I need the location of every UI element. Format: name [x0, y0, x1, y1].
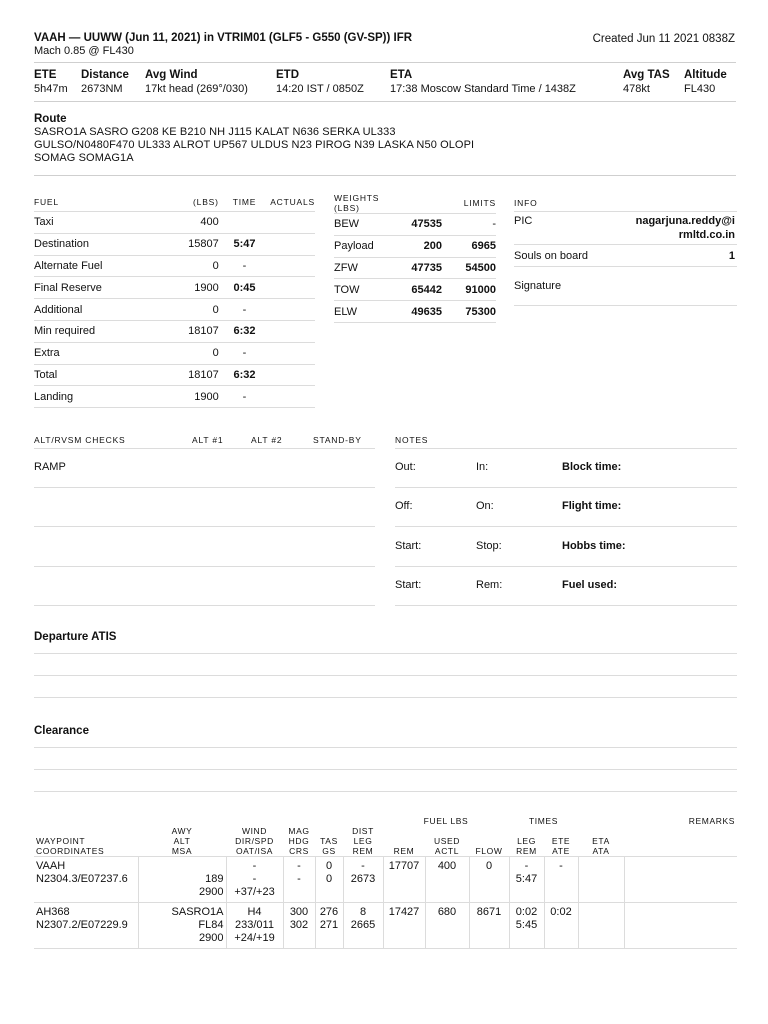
- hobbs-time-label: Hobbs time:: [562, 540, 626, 552]
- fuel-actual: [270, 320, 315, 342]
- fuel-lbs: 18107: [139, 320, 218, 342]
- route-line: SASRO1A SASRO G208 KE B210 NH J115 KALAT N636 SERKA UL333: [34, 126, 396, 138]
- eta-cell: [578, 857, 624, 903]
- fuel-label: Alternate Fuel: [34, 255, 139, 277]
- awy-header: AWY ALT MSA: [138, 826, 226, 857]
- ete-label: ETE: [34, 69, 57, 81]
- fuel-lbs: 15807: [139, 233, 218, 255]
- fuel-header: FUEL: [34, 193, 139, 212]
- mag-cell: - -: [283, 857, 315, 903]
- fuel-actual: [270, 212, 315, 234]
- avg-wind-value: 17kt head (269°/030): [145, 83, 248, 95]
- time-header: TIME: [219, 193, 270, 212]
- remarks-col-header: [624, 826, 737, 857]
- remarks-header: REMARKS: [688, 816, 735, 826]
- writing-line: [34, 697, 737, 698]
- tas-header: TAS GS: [315, 826, 343, 857]
- weight-limit: -: [442, 214, 496, 236]
- fuel-label: Final Reserve: [34, 277, 139, 299]
- waypoint-header: WAYPOINT COORDINATES: [34, 826, 138, 857]
- waypoint-cell: AH368 N2307.2/E07229.9: [34, 903, 138, 949]
- writing-line: [34, 675, 737, 676]
- wind-cell: - - +37/+23: [226, 857, 283, 903]
- divider: [395, 566, 737, 567]
- fuel-lbs: 0: [139, 299, 218, 321]
- fuel-lbs: 400: [139, 212, 218, 234]
- divider: [34, 101, 736, 102]
- fuel-lbs: 18107: [139, 364, 218, 386]
- divider: [34, 175, 736, 176]
- writing-line: [34, 747, 737, 748]
- weights-row: [334, 279, 496, 301]
- fuel-row: [34, 233, 315, 255]
- weights-table: [334, 193, 496, 323]
- fuel-label: Total: [34, 364, 139, 386]
- block-time-label: Block time:: [562, 461, 622, 473]
- fuel-lbs: 0: [139, 255, 218, 277]
- rem-cell: 17427: [383, 903, 425, 949]
- off-label: Off:: [395, 500, 413, 512]
- fuel-time: 6:32: [219, 320, 270, 342]
- fuel-label: Additional: [34, 299, 139, 321]
- fuel-time: 6:32: [219, 364, 270, 386]
- fuel-row: [34, 277, 315, 299]
- waypoint-row: [34, 903, 737, 949]
- weight-label: ELW: [334, 301, 396, 323]
- fuel-time: 0:45: [219, 277, 270, 299]
- dist-cell: 8 2665: [343, 903, 383, 949]
- fuel-time: [219, 212, 270, 234]
- fuel-lbs: 1900: [139, 277, 218, 299]
- leg-cell: 0:02 5:45: [509, 903, 544, 949]
- fuel-row: [34, 386, 315, 408]
- ete-header: ETE ATE: [544, 826, 578, 857]
- waypoint-row: [34, 857, 737, 903]
- eta-cell: [578, 903, 624, 949]
- check-row-line: [34, 526, 375, 527]
- wind-header: WIND DIR/SPD OAT/ISA: [226, 826, 283, 857]
- fuel-label: Destination: [34, 233, 139, 255]
- check-row-line: [34, 566, 375, 567]
- weight-label: ZFW: [334, 257, 396, 279]
- flow-cell: 0: [469, 857, 509, 903]
- dist-header: DIST LEG REM: [343, 826, 383, 857]
- start-label: Start:: [395, 540, 422, 552]
- divider: [514, 211, 737, 212]
- leg-header: LEG REM: [509, 826, 544, 857]
- weight-value: 49635: [396, 301, 442, 323]
- distance-value: 2673NM: [81, 83, 123, 95]
- plan-title: VAAH — UUWW (Jun 11, 2021) in VTRIM01 (GLF5 - G550 (GV-SP)) IFR: [34, 32, 413, 44]
- tas-cell: 0 0: [315, 857, 343, 903]
- flow-header: FLOW: [469, 826, 509, 857]
- weight-label: Payload: [334, 235, 396, 257]
- start-label: Start:: [395, 579, 422, 591]
- weight-limit: 75300: [442, 301, 496, 323]
- weights-row: [334, 214, 496, 236]
- flow-cell: 8671: [469, 903, 509, 949]
- weight-value: 47735: [396, 257, 442, 279]
- dist-cell: - 2673: [343, 857, 383, 903]
- weights-row: [334, 235, 496, 257]
- weight-limit: 54500: [442, 257, 496, 279]
- fuel-time: 5:47: [219, 233, 270, 255]
- altitude-value: FL430: [684, 83, 716, 95]
- fuel-row: [34, 320, 315, 342]
- weight-label: BEW: [334, 214, 396, 236]
- fuel-actual: [270, 255, 315, 277]
- eta-header: ETA ATA: [578, 826, 624, 857]
- fuel-time: -: [219, 299, 270, 321]
- awy-cell: 189 2900: [138, 857, 226, 903]
- pic-label: PIC: [514, 215, 533, 227]
- used-cell: 680: [425, 903, 469, 949]
- fuel-lbs: 0: [139, 342, 218, 364]
- flight-time-label: Flight time:: [562, 500, 622, 512]
- divider: [514, 266, 737, 267]
- alt2-header: ALT #2: [251, 435, 283, 445]
- awy-cell: SASRO1A FL84 2900: [138, 903, 226, 949]
- out-label: Out:: [395, 461, 416, 473]
- weights-row: [334, 257, 496, 279]
- divider: [395, 605, 737, 606]
- weight-value: 65442: [396, 279, 442, 301]
- rem-header: REM: [383, 826, 425, 857]
- ete-cell: 0:02: [544, 903, 578, 949]
- ramp-label: RAMP: [34, 461, 66, 473]
- signature-label: Signature: [514, 280, 562, 292]
- fuel-row: [34, 212, 315, 234]
- weights-header: WEIGHTS (LBS): [334, 193, 396, 214]
- fuel-time: -: [219, 342, 270, 364]
- avg-tas-value: 478kt: [623, 83, 650, 95]
- avg-tas-label: Avg TAS: [623, 69, 670, 81]
- weight-value: 200: [396, 235, 442, 257]
- rem-label: Rem:: [476, 579, 503, 591]
- etd-value: 14:20 IST / 0850Z: [276, 83, 364, 95]
- fuel-row: [34, 255, 315, 277]
- leg-cell: - 5:47: [509, 857, 544, 903]
- avg-wind-label: Avg Wind: [145, 69, 198, 81]
- waypoints-table: [34, 816, 737, 949]
- check-row-line: [34, 605, 375, 606]
- in-label: In:: [476, 461, 489, 473]
- stop-label: Stop:: [476, 540, 502, 552]
- on-label: On:: [476, 500, 494, 512]
- altitude-label: Altitude: [684, 69, 727, 81]
- divider: [395, 526, 737, 527]
- fuel-label: Extra: [34, 342, 139, 364]
- fuel-label: Taxi: [34, 212, 139, 234]
- mag-cell: 300 302: [283, 903, 315, 949]
- eta-label: ETA: [390, 69, 413, 81]
- weight-value: 47535: [396, 214, 442, 236]
- route-line: GULSO/N0480F470 UL333 ALROT UP567 ULDUS N23 PIROG N39 LASKA N50 OLOPI: [34, 139, 475, 151]
- departure-atis-title: Departure ATIS: [34, 631, 117, 643]
- waypoint-cell: VAAH N2304.3/E07237.6: [34, 857, 138, 903]
- divider: [395, 487, 737, 488]
- divider: [395, 448, 737, 449]
- fuel-row: [34, 299, 315, 321]
- souls-label: Souls on board: [514, 250, 588, 262]
- clearance-title: Clearance: [34, 725, 89, 737]
- fuel-actual: [270, 277, 315, 299]
- ete-value: 5h47m: [34, 83, 68, 95]
- fuel-actual: [270, 299, 315, 321]
- remarks-cell: [624, 903, 737, 949]
- created-timestamp: Created Jun 11 2021 0838Z: [592, 33, 735, 45]
- used-cell: 400: [425, 857, 469, 903]
- etd-label: ETD: [276, 69, 299, 81]
- standby-header: STAND-BY: [313, 435, 362, 445]
- plan-subtitle: Mach 0.85 @ FL430: [34, 45, 134, 57]
- divider: [514, 244, 737, 245]
- mag-header: MAG HDG CRS: [283, 826, 315, 857]
- checks-header: ALT/RVSM CHECKS: [34, 435, 126, 445]
- wind-cell: H4 233/011 +24/+19: [226, 903, 283, 949]
- weights-value-header: [396, 193, 442, 214]
- alt1-header: ALT #1: [192, 435, 224, 445]
- fuel-actual: [270, 364, 315, 386]
- route-line: SOMAG SOMAG1A: [34, 152, 134, 164]
- distance-label: Distance: [81, 69, 129, 81]
- fuel-actual: [270, 233, 315, 255]
- souls-value: 1: [728, 250, 735, 262]
- rem-cell: 17707: [383, 857, 425, 903]
- weight-limit: 6965: [442, 235, 496, 257]
- pic-email-line2: rmltd.co.in: [678, 229, 735, 241]
- fuel-row: [34, 364, 315, 386]
- info-header: INFO: [514, 198, 538, 208]
- times-group-header: TIMES: [529, 816, 558, 826]
- writing-line: [34, 791, 737, 792]
- weight-label: TOW: [334, 279, 396, 301]
- fuel-label: Min required: [34, 320, 139, 342]
- route-title: Route: [34, 113, 67, 125]
- divider: [514, 305, 737, 306]
- eta-value: 17:38 Moscow Standard Time / 1438Z: [390, 83, 576, 95]
- fuel-label: Landing: [34, 386, 139, 408]
- fuel-row: [34, 342, 315, 364]
- pic-email-line1: nagarjuna.reddy@i: [635, 215, 735, 227]
- fuel-lbs: 1900: [139, 386, 218, 408]
- limits-header: LIMITS: [442, 193, 496, 214]
- fuel-lbs-group-header: FUEL LBS: [423, 816, 469, 826]
- used-header: USED ACTL: [425, 826, 469, 857]
- check-row-line: [34, 487, 375, 488]
- fuel-time: -: [219, 386, 270, 408]
- divider: [34, 448, 375, 449]
- ete-cell: -: [544, 857, 578, 903]
- fuel-used-label: Fuel used:: [562, 579, 618, 591]
- fuel-time: -: [219, 255, 270, 277]
- fuel-table: [34, 193, 315, 408]
- writing-line: [34, 769, 737, 770]
- notes-header: NOTES: [395, 435, 429, 445]
- writing-line: [34, 653, 737, 654]
- tas-cell: 276 271: [315, 903, 343, 949]
- weight-limit: 91000: [442, 279, 496, 301]
- lbs-header: (LBS): [139, 193, 218, 212]
- actuals-header: ACTUALS: [270, 193, 315, 212]
- fuel-actual: [270, 386, 315, 408]
- weights-row: [334, 301, 496, 323]
- fuel-actual: [270, 342, 315, 364]
- divider: [34, 62, 736, 63]
- remarks-cell: [624, 857, 737, 903]
